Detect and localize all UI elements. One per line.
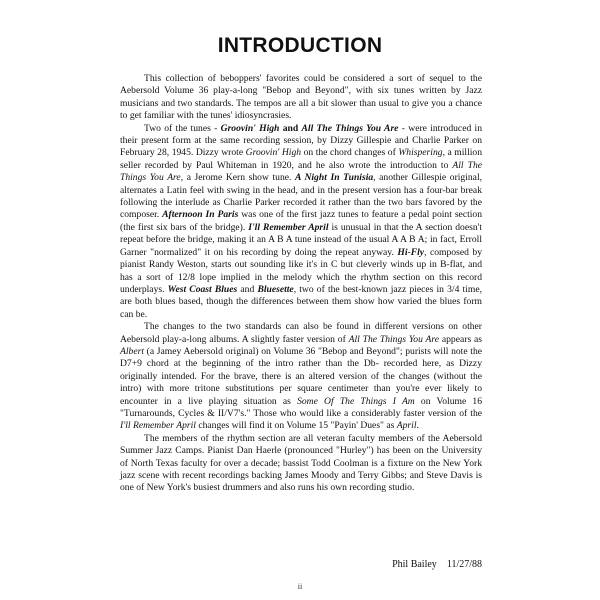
title-reference: Afternoon In Paris: [162, 209, 239, 221]
text-run: The members of the rhythm section are all veteran faculty members of the Aebersold Summer Jazz Camps. Pianist Dan Haerle (pronounced "Hurley") has been on the University of North Texas faculty for over a decade; bassist Todd Coolman is a fixture on the New York jazz scene with recent recordings backing James Moody and Terry Gibbs; and Steve Davis is one of New York's busiest drummers and also runs his own recording studio.: [120, 432, 482, 494]
text-run: .: [416, 420, 419, 432]
signature-date: 11/27/88: [446, 559, 482, 570]
text-run: , a million seller recorded by Paul Whiteman in 1920, and he also wrote the introduction to: [120, 147, 483, 171]
bold-text: and: [279, 122, 302, 134]
page-number: ii: [297, 582, 303, 591]
text-run: on the chord changes of: [301, 147, 399, 159]
title-reference: Bluesette: [257, 283, 294, 295]
paragraph-4: [120, 433, 482, 495]
text-run: The changes to the two standards can also be found in different versions on other Aebersold play-a-long albums. A slightly faster version of: [120, 321, 482, 345]
text-run: was one of the first jazz tunes to feature a pedal point section (the first six bars of the bridge).: [120, 209, 482, 233]
text-run: , another Gillespie original, alternates a Latin feel with swing in the head, and in the present version has a four-bar break following the interlude as Charlie Parker recorded it rather than the two bars favored by the composer.: [120, 172, 483, 221]
italic-reference: April: [396, 420, 417, 432]
text-run: changes will find it on Volume 15 "Payin' Dues" as: [195, 420, 397, 432]
paragraph-3: [120, 321, 482, 433]
italic-reference: Some Of The Things I Am: [297, 395, 415, 407]
title-reference: Hi-Fly: [397, 246, 425, 258]
text-run: This collection of beboppers' favorites could be considered a sort of sequel to the Aebersold Volume 36 play-a-long "Bebop and Beyond", with six tunes written by Jazz musicians and two standards. The tempos are all a bit slower than usual to give you a chance to get familiar with the tunes' idiosyncrasies.: [120, 73, 482, 122]
signature: [0, 559, 482, 570]
text-run: is unusual in that the A section doesn't repeat before the bridge, making it an A B A tune instead of the usual A A B A; in fact, Erroll Garner "normalized" it on his recording by doing the repeat anyway.: [120, 221, 483, 258]
text-run: , two of the best-known jazz pieces in 3/4 time, are both blues based, though the differences between them show how varied the blues form can be.: [120, 283, 482, 320]
introduction-body: [120, 73, 482, 495]
text-run: appears as: [439, 333, 483, 345]
text-run: and: [237, 283, 258, 295]
title-reference: I'll Remember April: [248, 221, 329, 233]
italic-reference: I'll Remember April: [120, 420, 196, 432]
title-reference: West Coast Blues: [167, 283, 238, 295]
text-run: - were introduced in their present form at the same recording session, by Dizzy Gillespie and Charlie Parker on February 28, 1945. Dizzy wrote: [120, 122, 483, 159]
italic-reference: All The Things You Are: [348, 333, 440, 345]
italic-reference: Groovin' High: [245, 147, 302, 159]
text-run: , a Jerome Kern show tune.: [180, 172, 295, 184]
text-run: (a Jamey Aebersold original) on Volume 36 "Bebop and Beyond"; purists will note the D7+9 chord at the beginning of the intro rather than the Db- recorded here, as Dizzy originally intended. For the brave, there is an altered version of the changes (without the intro) with more tritone substitutions per square centimeter than you're ever likely to encounter in a live playing situation as: [120, 345, 482, 407]
page-title: INTRODUCTION: [217, 34, 383, 57]
title-reference: A Night In Tunisia: [295, 172, 374, 184]
text-run: on Volume 16 "Turnarounds, Cycles & II/V7's." Those who would like a considerably faster version of the: [120, 395, 482, 419]
text-run: Two of the tunes -: [144, 122, 221, 134]
italic-reference: Albert: [120, 345, 144, 357]
paragraph-2: [120, 123, 482, 322]
title-reference: Groovin' High: [220, 122, 280, 134]
text-run: , composed by pianist Randy Weston, starts out sounding like it's in C but cleverly winds up in B-flat, and has a sort of 12/8 lope implied in the melody which the rhythm section on this record underplays.: [120, 246, 482, 295]
paragraph-1: [120, 73, 482, 123]
italic-reference: All The Things You Are: [120, 159, 482, 184]
title-reference: All The Things You Are: [301, 122, 399, 134]
italic-reference: Whispering: [398, 147, 443, 159]
author-name: Phil Bailey: [392, 559, 437, 570]
